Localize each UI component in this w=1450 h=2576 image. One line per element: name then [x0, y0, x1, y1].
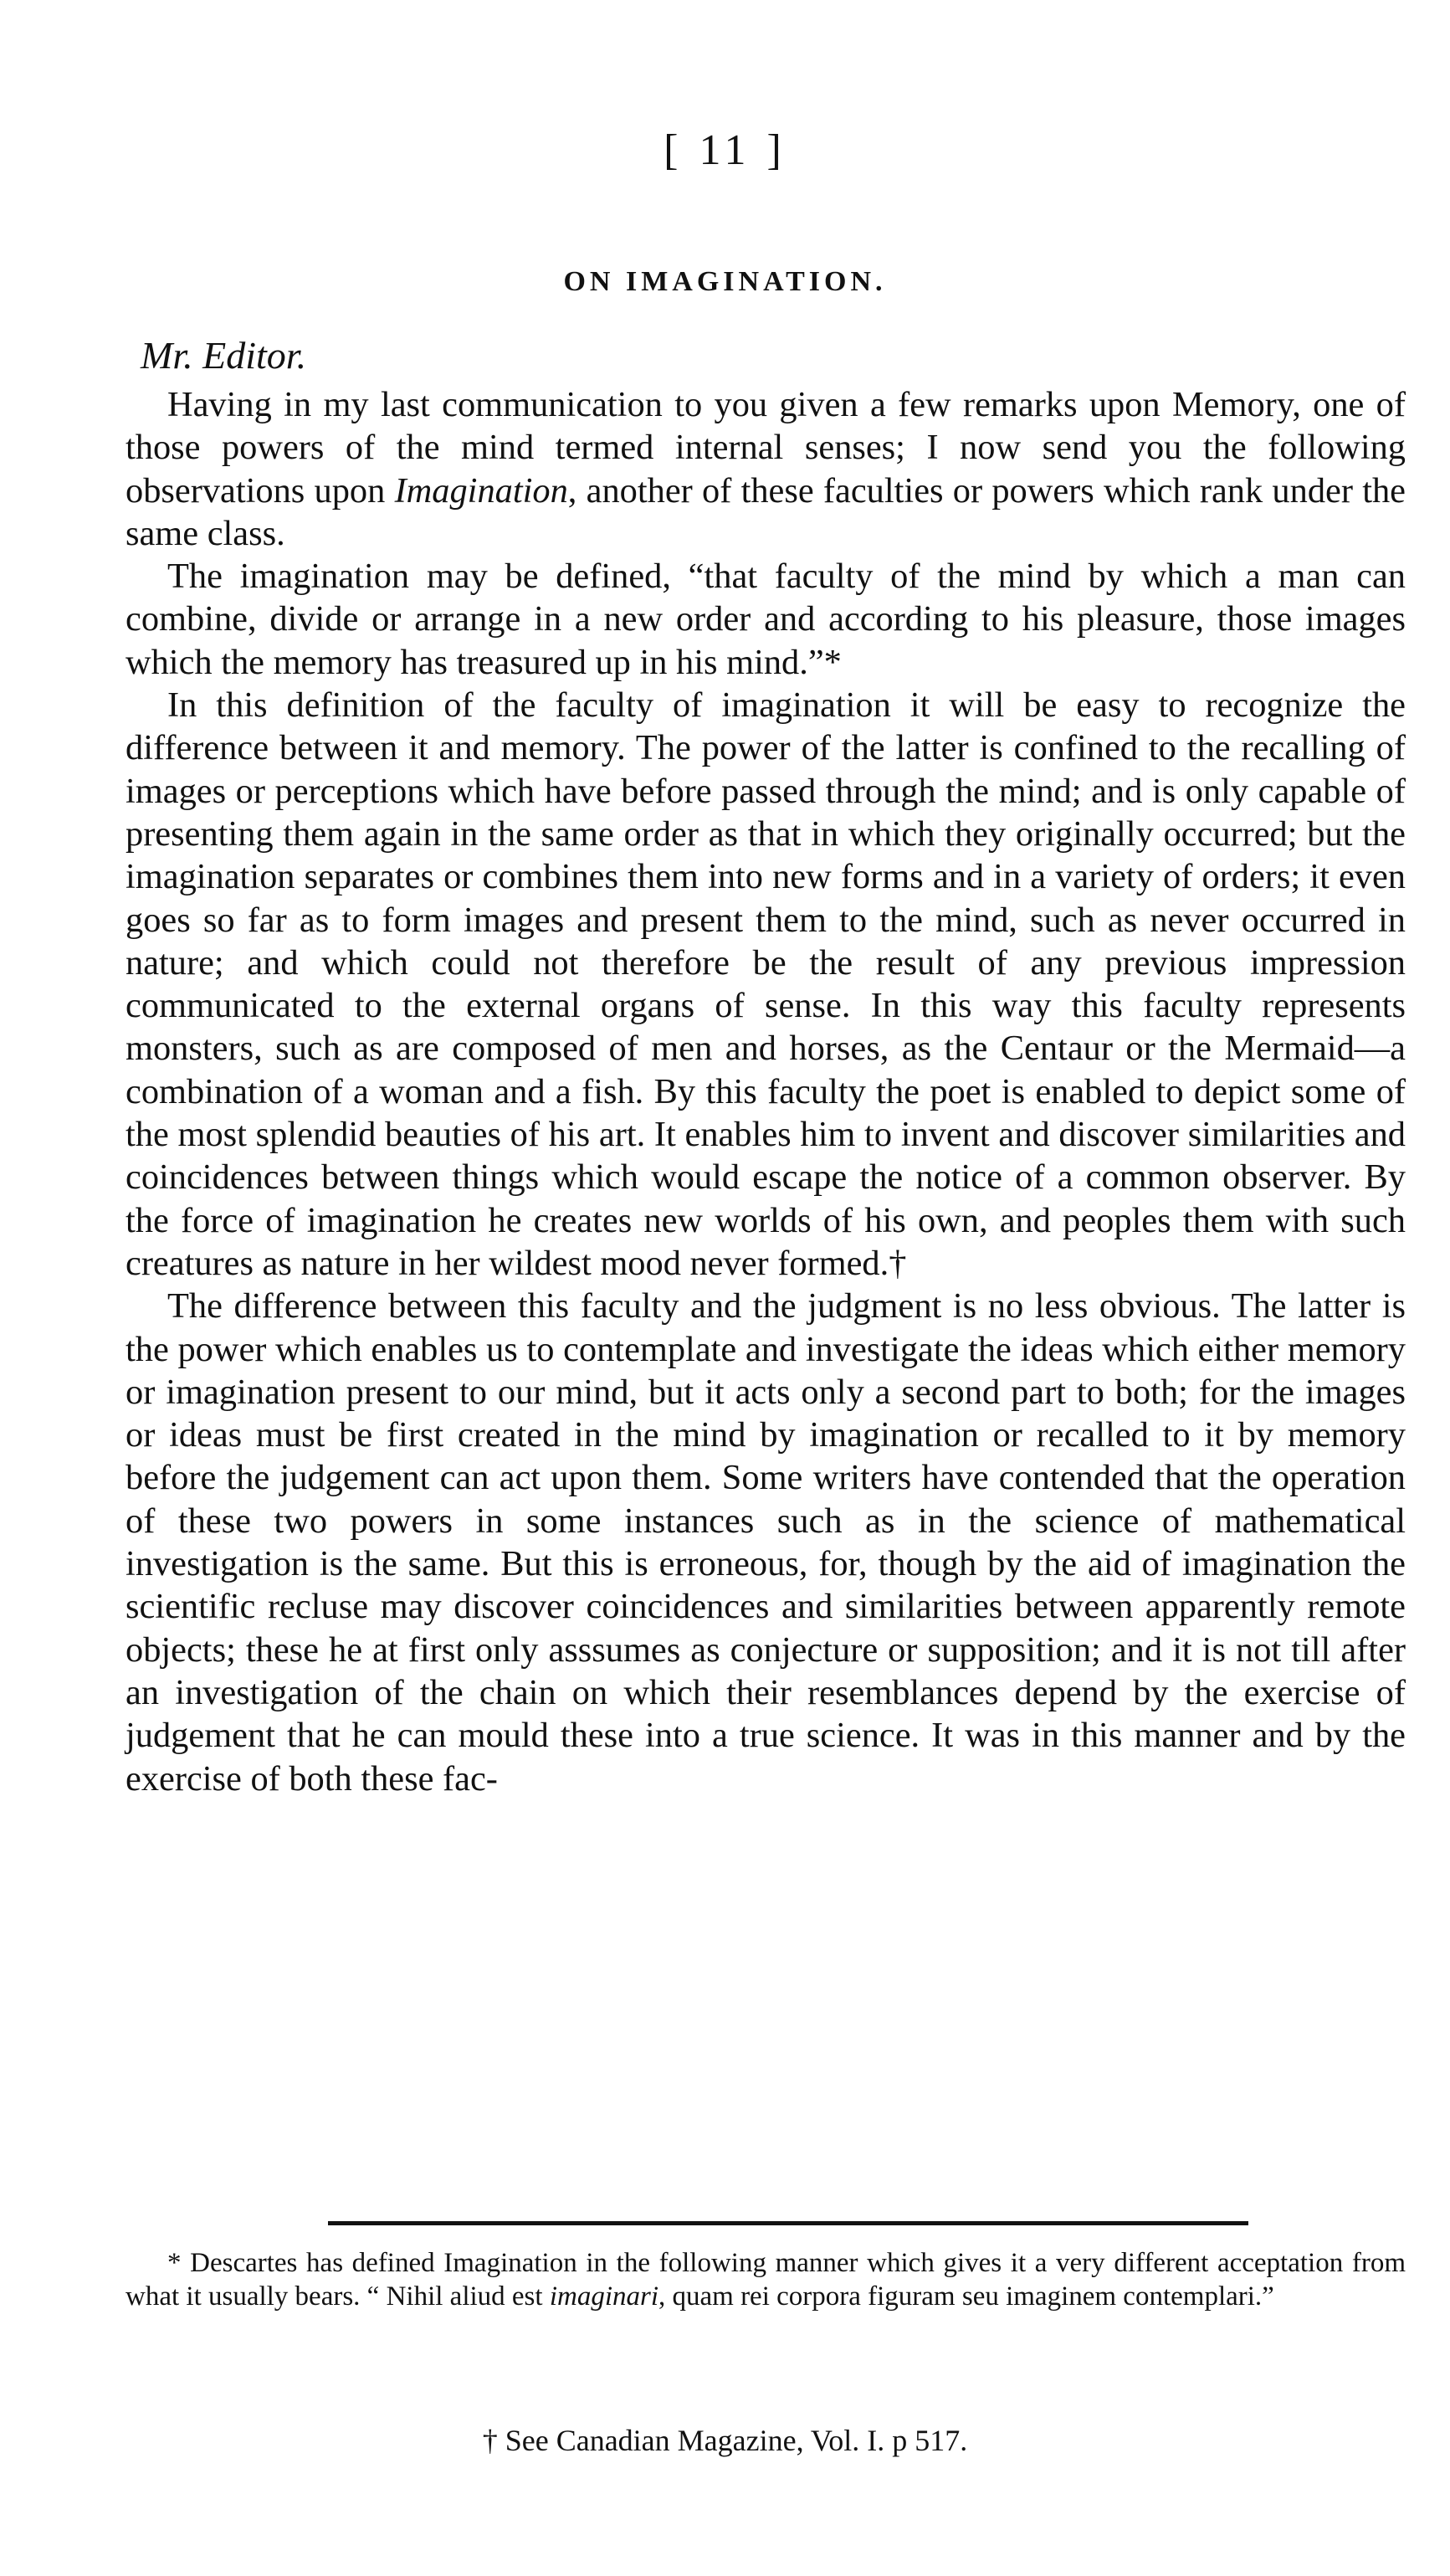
italic-text: Imagination [394, 470, 568, 511]
article-body [126, 383, 1406, 1800]
footnote-block [126, 2246, 1406, 2313]
text-run: In this definition of the faculty of imagination it will be easy to recognize the difference between it and memory. The power of the latter is confined to the recalling of images or perceptions which have before passed through the mind; and is only capable of presenting them again in the same order as that in which they originally occurred; but the imagination separates or combines them into new forms and in a variety of orders; it even goes so far as to form images and present them to the mind, such as never occurred in nature; and which could not therefore be the result of any previous impression communicated to the external organs of sense. In this way this faculty represents monsters, such as are composed of men and horses, as the Centaur or the Mermaid—a combination of a woman and a fish. By this faculty the poet is enabled to depict some of the most splendid beauties of his art. It enables him to invent and discover similarities and coincidences between things which would escape the notice of a common observer. By the force of imagination he creates new worlds of his own, and peoples them with such creatures as nature in her wildest mood never formed.† [126, 685, 1406, 1283]
italic-text: imaginari [549, 2281, 658, 2312]
text-run: , another of these faculties or powers which rank under the same class. [126, 470, 1406, 553]
footnote-1 [126, 2246, 1406, 2313]
paragraph-1 [126, 383, 1406, 555]
paragraph-3 [126, 684, 1406, 1285]
text-run: , quam rei corpora figuram seu imaginem contemplari.” [658, 2281, 1274, 2312]
paragraph-2 [126, 555, 1406, 684]
text-run: Having in my last communication to you given a few remarks upon Memory, one of those powers of the mind termed internal senses; I now send you the following observations upon [126, 385, 1406, 511]
page-number: [ 11 ] [664, 126, 786, 174]
text-run: The difference between this faculty and the judgment is no less obvious. The latter is the power which enables us to contemplate and investigate the ideas which either memory or imagination present to our mind, but it acts only a second part to both; for the images or ideas must be first created in the mind by imagination or recalled to it by memory before the judgement can act upon them. Some writers have contended that the operation of these two powers in some instances such as in the science of mathematical investigation is the same. But this is erroneous, for, though by the aid of imagination the scientific recluse may discover coincidences and similarities between apparently remote objects; these he at first only asssumes as conjecture or supposition; and it is not till after an investigation of the chain on which their resemblances depend by the exercise of judgement that he can mould these into a true science. It was in this manner and by the exercise of both these fac- [126, 1286, 1406, 1799]
footnote-dagger: † See Canadian Magazine, Vol. I. p 517. [482, 2424, 968, 2457]
text-run: The imagination may be defined, “that faculty of the mind by which a man can combine, divide or arrange in a new order and according to his pleasure, those images which the memory has treasured up in his mind.”* [126, 557, 1406, 682]
paragraph-4 [126, 1285, 1406, 1800]
salutation: Mr. Editor. [141, 334, 307, 377]
article-title: ON IMAGINATION. [563, 266, 887, 297]
footnote-divider [328, 2221, 1248, 2225]
text-run: * Descartes has defined Imagination in the following manner which gives it a very different acceptation from what it usually bears. “ Nihil aliud est [126, 2248, 1406, 2312]
